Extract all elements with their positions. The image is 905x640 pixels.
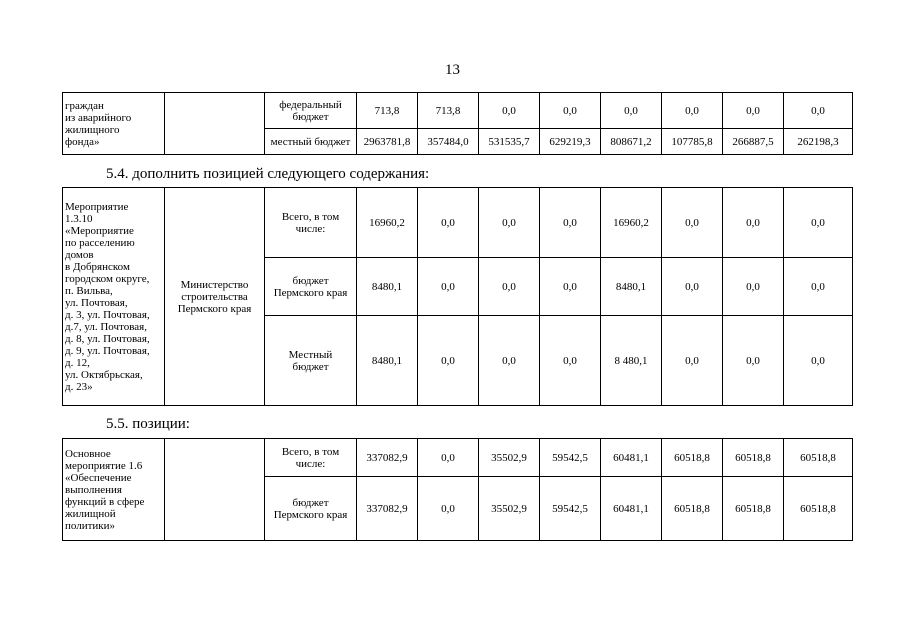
funding-source-cell: бюджет Пермского края: [265, 258, 357, 316]
amount-cell: 337082,9: [357, 477, 418, 541]
amount-cell: 0,0: [784, 93, 853, 129]
amount-cell: 60518,8: [662, 477, 723, 541]
funding-source-cell: бюджет Пермского края: [265, 477, 357, 541]
amount-cell: 266887,5: [723, 129, 784, 155]
funding-source-cell: Всего, в том числе:: [265, 439, 357, 477]
amount-cell: 107785,8: [662, 129, 723, 155]
amount-cell: 60481,1: [601, 439, 662, 477]
amount-cell: 337082,9: [357, 439, 418, 477]
table-main-measure-1-6: [62, 438, 853, 541]
amount-cell: 531535,7: [479, 129, 540, 155]
amount-cell: 8480,1: [357, 316, 418, 406]
amount-cell: 35502,9: [479, 477, 540, 541]
amount-cell: 0,0: [418, 258, 479, 316]
amount-cell: 0,0: [540, 93, 601, 129]
amount-cell: 0,0: [418, 188, 479, 258]
amount-cell: 0,0: [601, 93, 662, 129]
table-row: [63, 439, 853, 477]
page-number: 13: [445, 62, 460, 78]
section-heading-5-5: 5.5. позиции:: [106, 416, 190, 432]
measure-name-cell: Мероприятие 1.3.10 «Мероприятие по расселению домов в Добрянском городском округе, п. Вильва, ул. Почтовая, д. 3, ул. Почтовая, д.7, ул. Почтовая, д. 8, ул. Почтовая, д. 9, ул. Почтовая, д. 12, ул. Октябрьская, д. 23»: [63, 188, 165, 406]
funding-source-cell: федеральный бюджет: [265, 93, 357, 129]
amount-cell: 60518,8: [723, 477, 784, 541]
amount-cell: 0,0: [662, 188, 723, 258]
amount-cell: 60518,8: [662, 439, 723, 477]
amount-cell: 60518,8: [784, 477, 853, 541]
amount-cell: 60481,1: [601, 477, 662, 541]
amount-cell: 0,0: [418, 316, 479, 406]
amount-cell: 0,0: [540, 258, 601, 316]
amount-cell: 59542,5: [540, 439, 601, 477]
funding-source-cell: местный бюджет: [265, 129, 357, 155]
amount-cell: 0,0: [418, 477, 479, 541]
amount-cell: 60518,8: [784, 439, 853, 477]
amount-cell: 0,0: [784, 258, 853, 316]
amount-cell: 8480,1: [601, 258, 662, 316]
amount-cell: 0,0: [479, 316, 540, 406]
amount-cell: 0,0: [784, 316, 853, 406]
amount-cell: 8 480,1: [601, 316, 662, 406]
amount-cell: 59542,5: [540, 477, 601, 541]
measure-name-cell: Основное мероприятие 1.6 «Обеспечение выполнения функций в сфере жилищной политики»: [63, 439, 165, 541]
executor-cell: Министерство строительства Пермского края: [165, 188, 265, 406]
amount-cell: 2963781,8: [357, 129, 418, 155]
amount-cell: 629219,3: [540, 129, 601, 155]
amount-cell: 0,0: [662, 258, 723, 316]
amount-cell: 0,0: [479, 258, 540, 316]
amount-cell: 0,0: [479, 93, 540, 129]
amount-cell: 0,0: [723, 316, 784, 406]
amount-cell: 0,0: [479, 188, 540, 258]
amount-cell: 357484,0: [418, 129, 479, 155]
amount-cell: 16960,2: [601, 188, 662, 258]
amount-cell: 0,0: [723, 258, 784, 316]
amount-cell: 16960,2: [357, 188, 418, 258]
amount-cell: 8480,1: [357, 258, 418, 316]
amount-cell: 713,8: [418, 93, 479, 129]
table-housing-fund: [62, 92, 853, 155]
table-row: [63, 188, 853, 258]
executor-cell: [165, 439, 265, 541]
amount-cell: 60518,8: [723, 439, 784, 477]
amount-cell: 0,0: [540, 188, 601, 258]
amount-cell: 0,0: [723, 93, 784, 129]
section-heading-5-4: 5.4. дополнить позицией следующего содержания:: [106, 166, 430, 182]
amount-cell: 0,0: [662, 93, 723, 129]
amount-cell: 713,8: [357, 93, 418, 129]
funding-source-cell: Всего, в том числе:: [265, 188, 357, 258]
table-row: [63, 93, 853, 129]
executor-cell: [165, 93, 265, 155]
table-measure-1-3-10: [62, 187, 853, 406]
amount-cell: 0,0: [418, 439, 479, 477]
amount-cell: 0,0: [723, 188, 784, 258]
funding-source-cell: Местный бюджет: [265, 316, 357, 406]
measure-name-cell: граждан из аварийного жилищного фонда»: [63, 93, 165, 155]
amount-cell: 35502,9: [479, 439, 540, 477]
amount-cell: 0,0: [662, 316, 723, 406]
amount-cell: 808671,2: [601, 129, 662, 155]
amount-cell: 0,0: [784, 188, 853, 258]
amount-cell: 262198,3: [784, 129, 853, 155]
amount-cell: 0,0: [540, 316, 601, 406]
